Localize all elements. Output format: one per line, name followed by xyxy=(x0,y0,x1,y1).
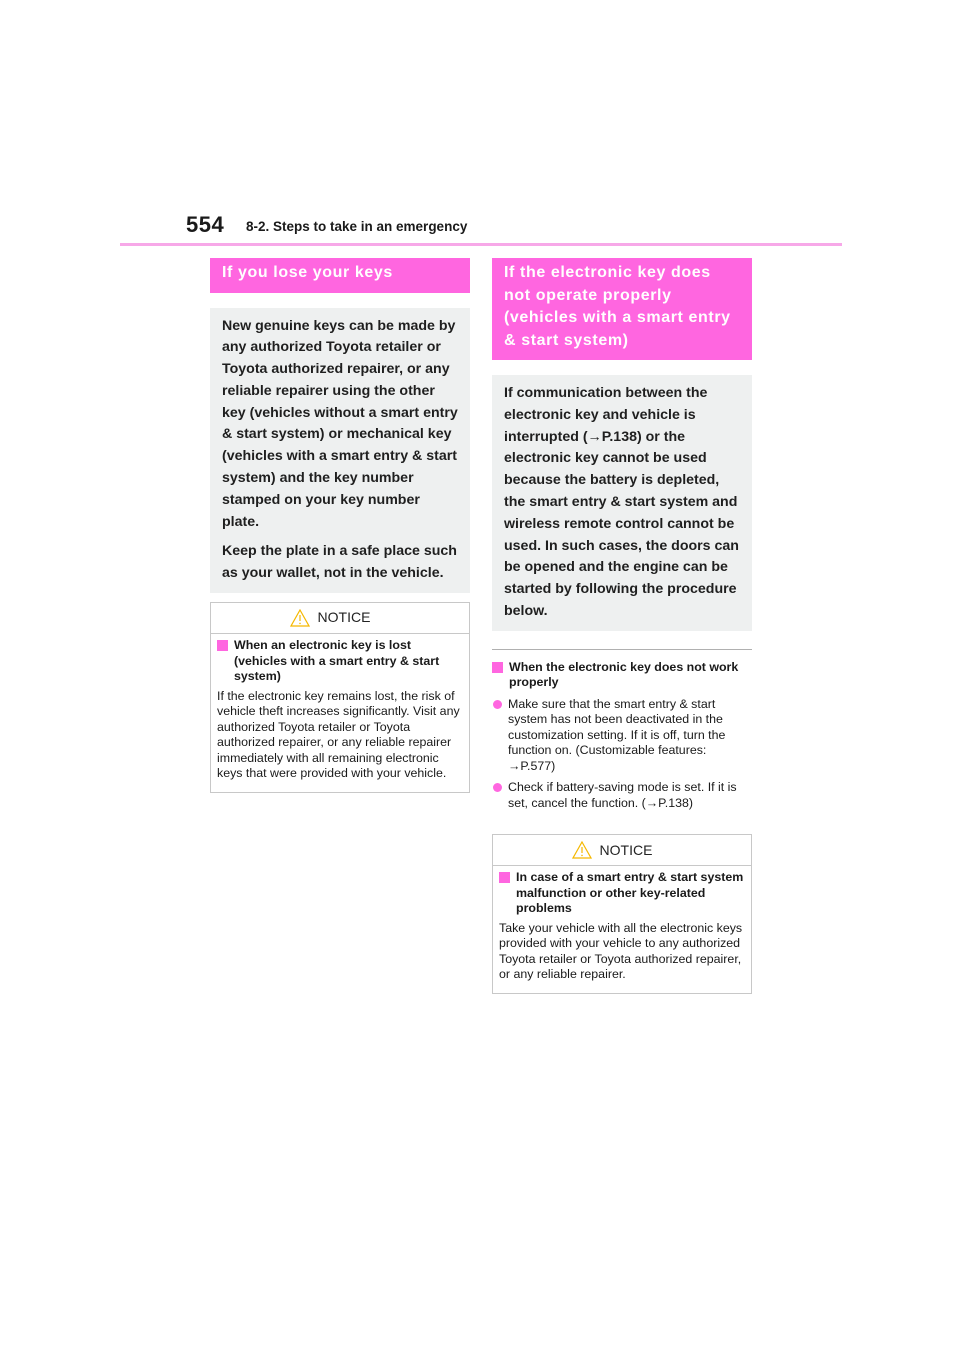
square-bullet-icon xyxy=(217,640,228,651)
keep-plate-paragraph: Keep the plate in a safe place such as your wallet, not in the vehicle. xyxy=(222,543,457,582)
lost-keys-panel xyxy=(210,308,470,594)
notice-subheading xyxy=(499,870,745,917)
notice-label: NOTICE xyxy=(317,609,371,626)
warning-triangle-icon xyxy=(290,609,310,627)
square-bullet-icon xyxy=(492,662,503,673)
lost-keys-heading: If you lose your keys xyxy=(210,258,470,293)
notice-body xyxy=(211,634,469,792)
list-item xyxy=(492,697,752,775)
round-bullet-icon xyxy=(493,700,502,709)
notes-section xyxy=(492,649,752,812)
notice-header xyxy=(211,603,469,634)
notice-subheading xyxy=(217,638,463,685)
bullet-text: Make sure that the smart entry & start system has not been deactivated in the customization setting. If it is off, turn the function on. (Customizable features: →P.577) xyxy=(508,696,726,773)
key-not-operating-panel xyxy=(492,375,752,631)
header-rule xyxy=(120,243,842,246)
notice-subheading-text: When an electronic key is lost (vehicles with a smart entry & start system) xyxy=(234,638,440,684)
left-column xyxy=(210,258,470,793)
lost-keys-paragraph: New genuine keys can be made by any authorized Toyota retailer or Toyota authorized repairer, or any reliable repairer using the other key (vehicles without a smart entry & start system) or mechanical key (vehicles with a smart entry & start system) and the key number stamped on your key number plate. xyxy=(222,317,458,530)
notice-header xyxy=(493,835,751,866)
notes-subheading xyxy=(492,660,752,691)
notice-text: If the electronic key remains lost, the risk of vehicle theft increases significantly. Visit any authorized Toyota retailer or Toyota authorized repairer, or any reliable repairer immediately with all remaining electronic keys that were provided with your vehicle. xyxy=(217,688,460,781)
notice-subheading-text: In case of a smart entry & start system malfunction or other key-related problems xyxy=(516,870,744,916)
notice-label: NOTICE xyxy=(599,841,653,858)
square-bullet-icon xyxy=(499,872,510,883)
section-title: 8-2. Steps to take in an emergency xyxy=(246,219,468,234)
notice-text: Take your vehicle with all the electronic keys provided with your vehicle to any authorized Toyota retailer or Toyota authorized repairer, or any reliable repairer. xyxy=(499,920,743,982)
warning-triangle-icon xyxy=(572,841,592,859)
page-number: 554 xyxy=(186,212,225,237)
notes-subheading-text: When the electronic key does not work properly xyxy=(509,659,739,690)
key-not-operating-paragraph: If communication between the electronic key and vehicle is interrupted (→P.138) or the electronic key cannot be used because the battery is depleted, the smart entry & start system and wireless remote control cannot be used. In such cases, the doors can be opened and the engine can be started by following the procedure below. xyxy=(504,385,739,619)
list-item xyxy=(492,780,752,811)
bullet-text: Check if battery-saving mode is set. If it is set, cancel the function. (→P.138) xyxy=(508,780,737,810)
right-column xyxy=(492,258,752,994)
notice-lost-key xyxy=(210,602,470,793)
round-bullet-icon xyxy=(493,783,502,792)
key-not-operating-heading: If the electronic key does not operate properly (vehicles with a smart entry & start system) xyxy=(492,258,752,360)
notice-malfunction xyxy=(492,834,752,994)
notice-body xyxy=(493,866,751,993)
